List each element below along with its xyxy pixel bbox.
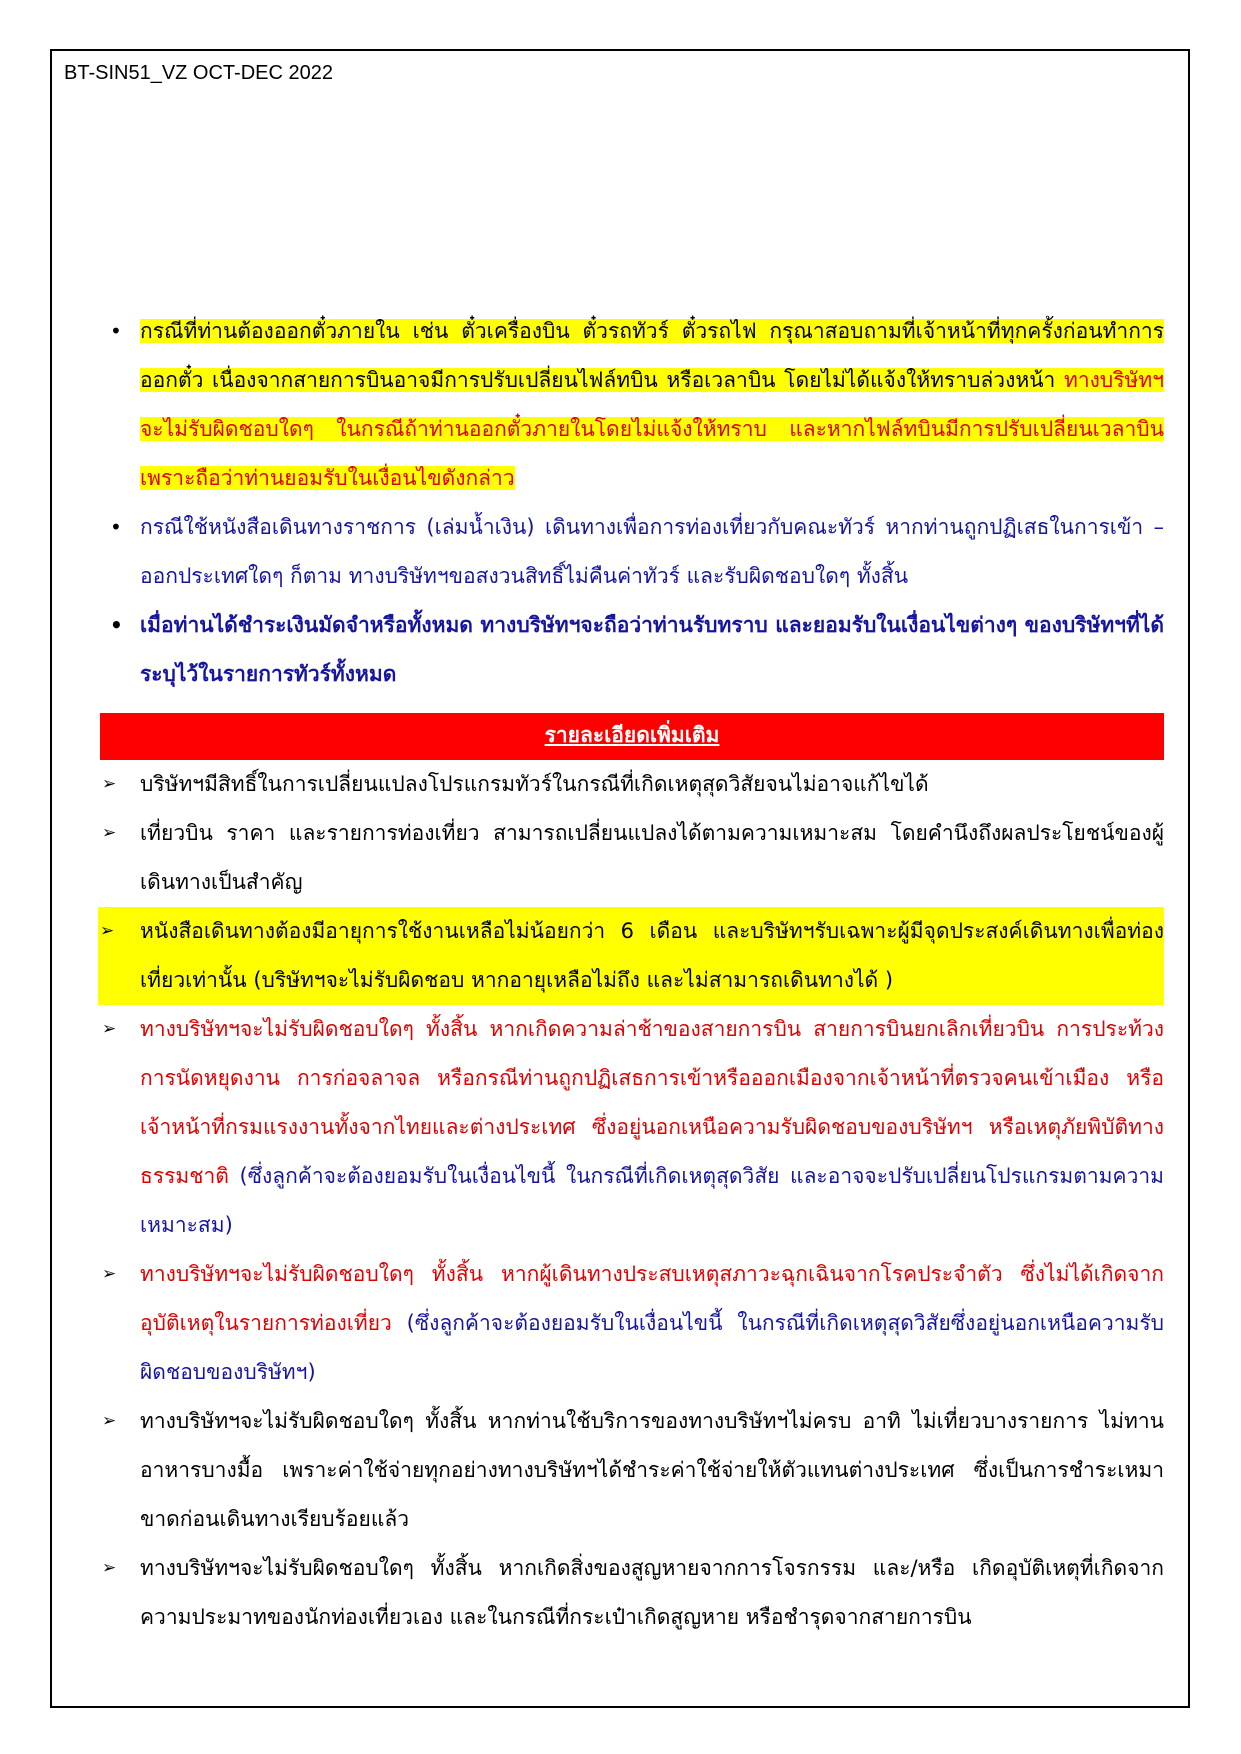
document-body bbox=[100, 307, 1164, 1642]
detail-program-change-text: บริษัทฯมีสิทธิ์ในการเปลี่ยนแปลงโปรแกรมทัวร์ในกรณีที่เกิดเหตุสุดวิสัยจนไม่อาจแก้ไขได้ bbox=[140, 772, 929, 796]
condition-ticket-text: กรณีที่ท่านต้องออกตั๋วภายใน เช่น ตั๋วเครื่องบิน ตั๋วรถทัวร์ ตั๋วรถไฟ กรุณาสอบถามที่เจ้าหน้าที่ทุกครั้งก่อนทำการออกตั๋ว เนื่องจากสายการบินอาจมีการปรับเปลี่ยนไฟล์ทบิน หรือเวลาบิน โดยไม่ได้แจ้งให้ทราบล่วงหน้า bbox=[140, 319, 1164, 392]
bullet-icon: • bbox=[110, 319, 122, 343]
arrow-bullet-icon: ➢ bbox=[102, 1264, 117, 1284]
detail-lost-items-text: ทางบริษัทฯจะไม่รับผิดชอบใดๆ ทั้งสิ้น หากเกิดสิ่งของสูญหายจากการโจรกรรม และ/หรือ เกิดอุบัติเหตุที่เกิดจากความประมาทของนักท่องเที่ยวเอง และในกรณีที่กระเป๋าเกิดสูญหาย หรือชำรุดจากสายการบิน bbox=[140, 1556, 1164, 1629]
detail-medical-emergency-note: (ซึ่งลูกค้าจะต้องยอมรับในเงื่อนไขนี้ ในกรณีที่เกิดเหตุสุดวิสัยซึ่งอยู่นอกเหนือความรับผิดชอบของบริษัทฯ) bbox=[140, 1311, 1164, 1384]
condition-item-official-passport bbox=[100, 503, 1164, 601]
detail-item-passport-validity bbox=[98, 907, 1164, 1005]
bullet-icon: • bbox=[110, 613, 123, 637]
condition-official-passport-text: กรณีใช้หนังสือเดินทางราชการ (เล่มน้ำเงิน) เดินทางเพื่อการท่องเที่ยวกับคณะทัวร์ หากท่านถูกปฏิเสธในการเข้า – ออกประเทศใดๆ ก็ตาม ทางบริษัทฯขอสงวนสิทธิ์ไม่คืนค่าทัวร์ และรับผิดชอบใดๆ ทั้งสิ้น bbox=[140, 515, 1164, 588]
arrow-bullet-icon: ➢ bbox=[102, 1019, 117, 1039]
detail-item-medical-emergency bbox=[100, 1250, 1164, 1397]
detail-passport-validity-text: หนังสือเดินทางต้องมีอายุการใช้งานเหลือไม่น้อยกว่า 6 เดือน และบริษัทฯรับเฉพาะผู้มีจุดประสงค์เดินทางเพื่อท่องเที่ยวเท่านั้น (บริษัทฯจะไม่รับผิดชอบ หากอายุเหลือไม่ถึง และไม่สามารถเดินทางได้ ) bbox=[140, 919, 1164, 992]
condition-item-ticket bbox=[100, 307, 1164, 503]
arrow-bullet-icon: ➢ bbox=[100, 921, 115, 941]
detail-item-lost-items bbox=[100, 1544, 1164, 1642]
detail-item-flight-delay bbox=[100, 1005, 1164, 1250]
section-title-more-details: รายละเอียดเพิ่มเติม bbox=[100, 713, 1164, 760]
detail-unused-services-text: ทางบริษัทฯจะไม่รับผิดชอบใดๆ ทั้งสิ้น หากท่านใช้บริการของทางบริษัทฯไม่ครบ อาทิ ไม่เที่ยวบางรายการ ไม่ทานอาหารบางมื้อ เพราะค่าใช้จ่ายทุกอย่างทางบริษัทฯได้ชำระค่าใช้จ่ายให้ตัวแทนต่างประเทศ ซึ่งเป็นการชำระเหมาขาดก่อนเดินทางเรียบร้อยแล้ว bbox=[140, 1409, 1164, 1531]
arrow-bullet-icon: ➢ bbox=[102, 1411, 117, 1431]
detail-flight-delay-note: (ซึ่งลูกค้าจะต้องยอมรับในเงื่อนไขนี้ ในกรณีที่เกิดเหตุสุดวิสัย และอาจจะปรับเปลี่ยนโปรแกรมตามความเหมาะสม) bbox=[140, 1164, 1164, 1237]
detail-medical-emergency-text: ทางบริษัทฯจะไม่รับผิดชอบใดๆ ทั้งสิ้น หากผู้เดินทางประสบเหตุสภาวะฉุกเฉินจากโรคประจำตัว ซึ่งไม่ได้เกิดจากอุบัติเหตุในรายการท่องเที่ยว bbox=[140, 1262, 1164, 1335]
arrow-bullet-icon: ➢ bbox=[102, 1558, 117, 1578]
detail-item-flight-price bbox=[100, 809, 1164, 907]
arrow-bullet-icon: ➢ bbox=[102, 774, 117, 794]
detail-flight-price-text: เที่ยวบิน ราคา และรายการท่องเที่ยว สามารถเปลี่ยนแปลงได้ตามความเหมาะสม โดยคำนึงถึงผลประโยชน์ของผู้เดินทางเป็นสำคัญ bbox=[140, 821, 1164, 894]
detail-flight-delay-text: ทางบริษัทฯจะไม่รับผิดชอบใดๆ ทั้งสิ้น หากเกิดความล่าช้าของสายการบิน สายการบินยกเลิกเที่ยวบิน การประท้วง การนัดหยุดงาน การก่อจลาจล หรือกรณีท่านถูกปฏิเสธการเข้าหรือออกเมืองจากเจ้าหน้าที่ตรวจคนเข้าเมือง หรือเจ้าหน้าที่กรมแรงงานทั้งจากไทยและต่างประเทศ ซึ่งอยู่นอกเหนือความรับผิดชอบของบริษัทฯ หรือเหตุภัยพิบัติทางธรรมชาติ bbox=[140, 1017, 1164, 1188]
bullet-icon: • bbox=[110, 515, 122, 539]
arrow-bullet-icon: ➢ bbox=[102, 823, 117, 843]
condition-ticket-warning: ทางบริษัทฯจะไม่รับผิดชอบใดๆ ในกรณีถ้าท่านออกตั๋วภายในโดยไม่แจ้งให้ทราบ และหากไฟล์ทบินมีการปรับเปลี่ยนเวลาบิน เพราะถือว่าท่านยอมรับในเงื่อนไขดังกล่าว bbox=[140, 368, 1164, 490]
conditions-list bbox=[100, 307, 1164, 699]
detail-item-program-change bbox=[100, 760, 1164, 809]
document-code: BT-SIN51_VZ OCT-DEC 2022 bbox=[64, 62, 333, 84]
detail-item-unused-services bbox=[100, 1397, 1164, 1544]
details-list bbox=[100, 760, 1164, 1642]
condition-item-payment bbox=[100, 601, 1164, 699]
condition-payment-text: เมื่อท่านได้ชำระเงินมัดจำหรือทั้งหมด ทางบริษัทฯจะถือว่าท่านรับทราบ และยอมรับในเงื่อนไขต่างๆ ของบริษัทฯที่ได้ระบุไว้ในรายการทัวร์ทั้งหมด bbox=[140, 613, 1164, 686]
